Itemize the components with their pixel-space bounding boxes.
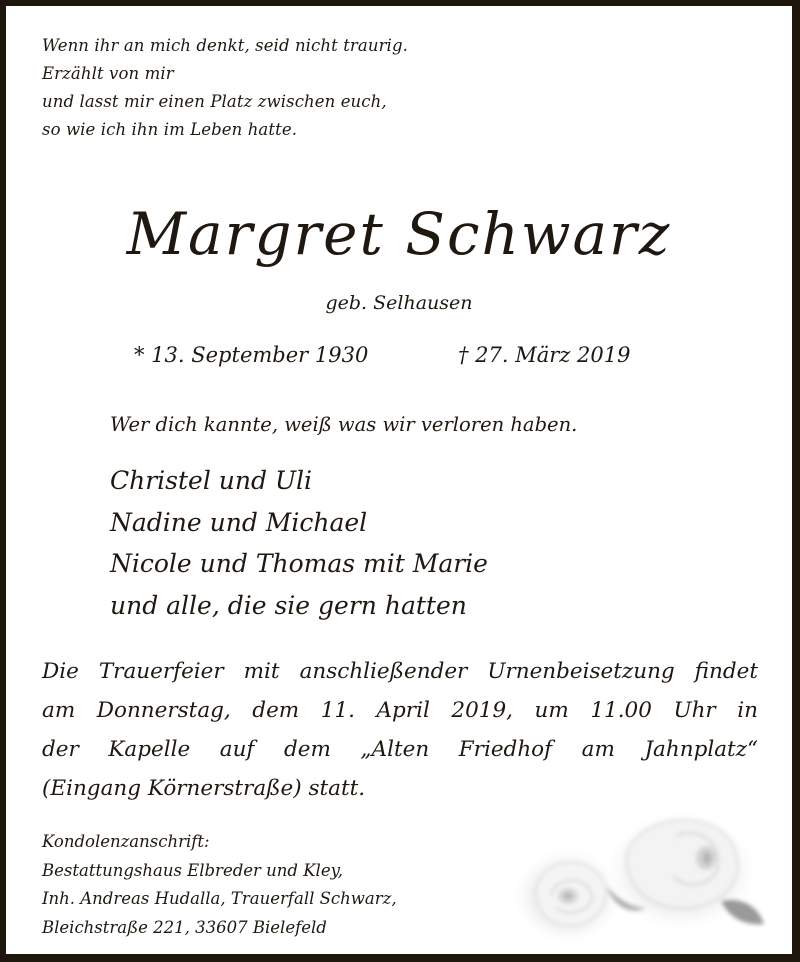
funeral-line: (Eingang Körnerstraße) statt. — [42, 776, 366, 801]
condolence-line: Bleichstraße 221, 33607 Bielefeld — [42, 917, 327, 937]
death-date: † 27. März 2019 — [458, 343, 631, 367]
condolence-address — [42, 828, 397, 942]
rose-right — [601, 809, 764, 933]
poem-line: Erzählt von mir — [42, 64, 174, 83]
poem-line: und lasst mir einen Platz zwischen euch, — [42, 92, 387, 111]
maiden-name: geb. Selhausen — [325, 292, 473, 314]
condolence-line: Kondolenzanschrift: — [42, 832, 210, 851]
birth-date: * 13. September 1930 — [134, 343, 369, 367]
funeral-details — [42, 652, 758, 808]
mourner: Nadine und Michael — [110, 507, 368, 537]
condolence-line: Bestattungshaus Elbreder und Kley, — [42, 860, 343, 880]
funeral-line: Die Trauerfeier mit anschließender Urnenbeisetzung findet — [42, 659, 758, 684]
mourner: und alle, die sie gern hatten — [110, 590, 467, 620]
deceased-name: Margret Schwarz — [126, 200, 672, 268]
condolence-line: Inh. Andreas Hudalla, Trauerfall Schwarz, — [42, 889, 397, 908]
poem — [42, 32, 408, 144]
mourners-list — [110, 460, 488, 626]
poem-line: so wie ich ihn im Leben hatte. — [42, 120, 298, 139]
funeral-line: am Donnerstag, dem 11. April 2019, um 11.00 Uhr in — [42, 698, 758, 723]
poem-line: Wenn ihr an mich denkt, seid nicht traurig. — [42, 36, 408, 55]
mourner: Christel und Uli — [110, 466, 313, 495]
saying: Wer dich kannte, weiß was wir verloren haben. — [110, 413, 578, 436]
mourner: Nicole und Thomas mit Marie — [110, 549, 488, 578]
white-roses-icon — [506, 796, 766, 956]
funeral-line: der Kapelle auf dem „Alten Friedhof am Jahnplatz“ — [42, 737, 758, 762]
